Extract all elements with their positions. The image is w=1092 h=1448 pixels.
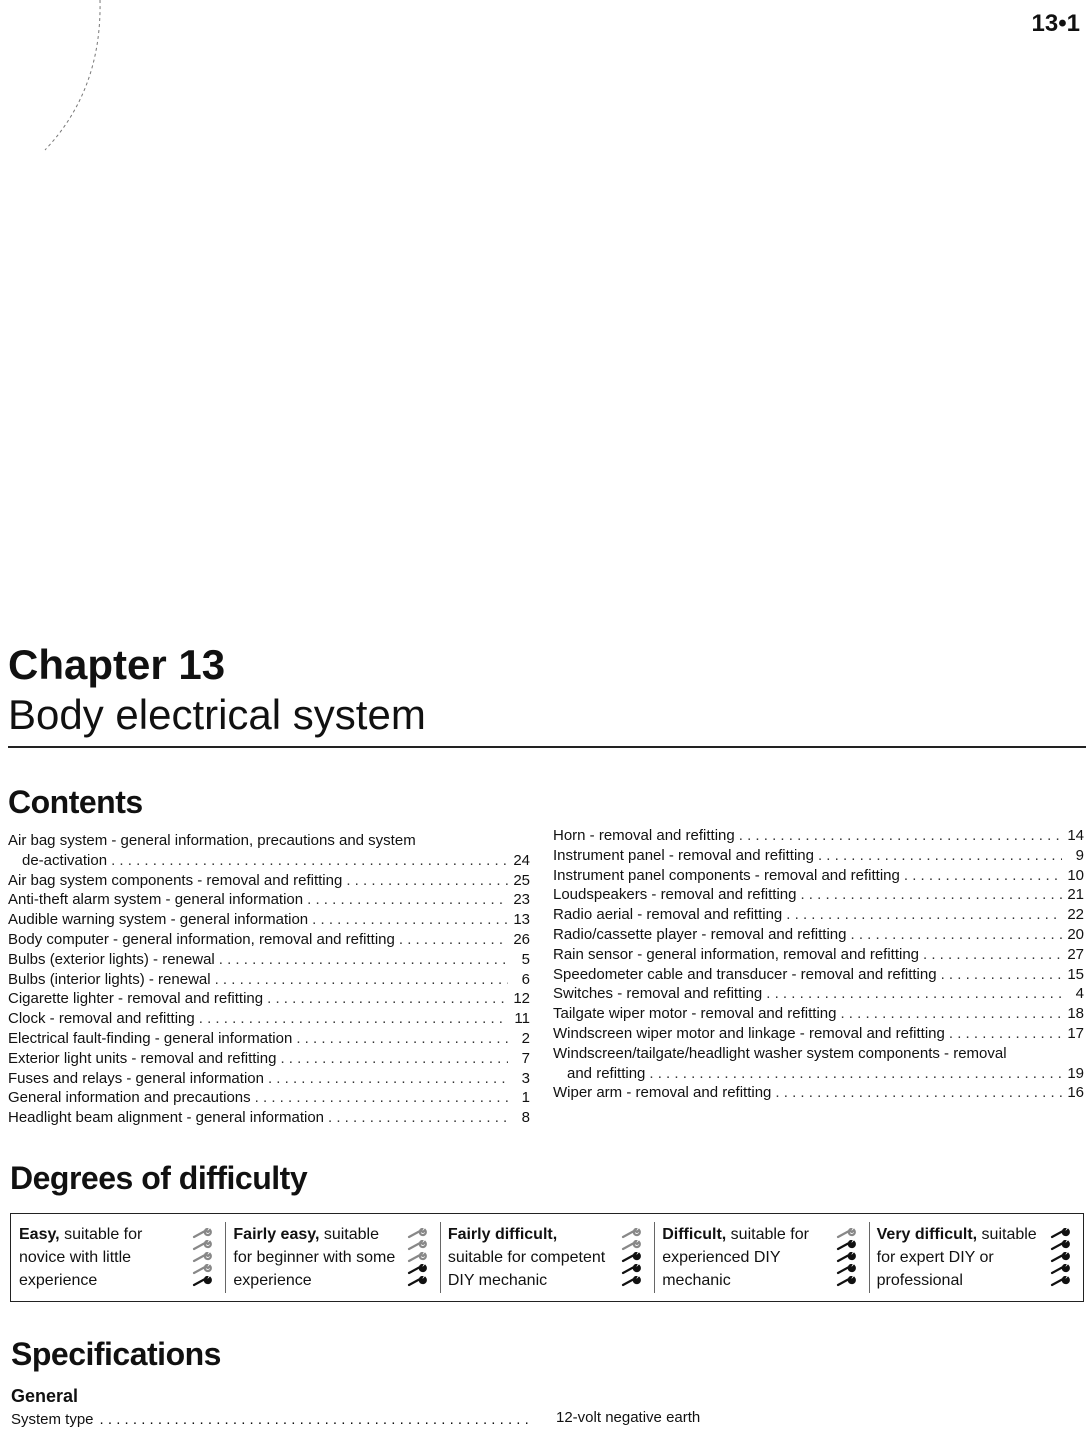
difficulty-wrench-rating bbox=[1045, 1222, 1079, 1294]
difficulty-detail: suitable for experienced DIY mechanic bbox=[662, 1226, 809, 1289]
contents-entry-title: General information and precautions bbox=[8, 1089, 251, 1107]
contents-entry bbox=[553, 866, 1084, 886]
contents-entry-title: Switches - removal and refitting bbox=[553, 985, 763, 1003]
wrench-icon bbox=[406, 1240, 432, 1252]
contents-entry-title: Speedometer cable and transducer - removal and refitting bbox=[553, 965, 937, 983]
contents-entry bbox=[8, 989, 530, 1009]
contents-entry-title: Body computer - general information, removal and refitting bbox=[8, 930, 395, 948]
contents-entry bbox=[8, 930, 530, 950]
wrench-icon bbox=[835, 1276, 861, 1288]
contents-entry-number: 25 bbox=[513, 871, 530, 889]
spec-row bbox=[11, 1411, 531, 1428]
dot-leader bbox=[94, 1411, 531, 1428]
wrench-icon bbox=[835, 1228, 861, 1240]
contents-entry-number: 23 bbox=[513, 891, 530, 909]
dot-leader bbox=[923, 945, 1062, 965]
difficulty-wrench-rating bbox=[831, 1222, 865, 1294]
dot-leader bbox=[219, 950, 508, 970]
contents-entry-number: 8 bbox=[521, 1109, 530, 1127]
contents-entry-number: 16 bbox=[1067, 1084, 1084, 1102]
difficulty-label: Fairly easy, bbox=[233, 1226, 320, 1243]
wrench-icon bbox=[620, 1240, 646, 1252]
contents-entry-title: Windscreen/tailgate/headlight washer system components - removal bbox=[553, 1044, 1007, 1062]
contents-entry-number: 18 bbox=[1067, 1005, 1084, 1023]
contents-entry-number: 15 bbox=[1067, 965, 1084, 983]
chapter-title: Chapter 13 bbox=[8, 641, 226, 688]
contents-entry-title: Headlight beam alignment - general information bbox=[8, 1109, 325, 1127]
contents-entry bbox=[553, 905, 1084, 925]
dot-leader bbox=[739, 826, 1062, 846]
contents-entry-number: 3 bbox=[521, 1069, 530, 1087]
contents-entry-number: 24 bbox=[513, 851, 530, 869]
contents-entry-title: Air bag system components - removal and refitting bbox=[8, 871, 343, 889]
decorative-curve bbox=[40, 0, 110, 160]
chapter-heading bbox=[8, 640, 426, 740]
dot-leader bbox=[111, 851, 508, 871]
wrench-icon bbox=[191, 1252, 217, 1264]
spec-value: 12-volt negative earth bbox=[556, 1409, 701, 1426]
dot-leader bbox=[786, 905, 1062, 925]
contents-entry-title: Instrument panel components - removal and refitting bbox=[553, 866, 900, 884]
contents-entry-title: Electrical fault-finding - general information bbox=[8, 1029, 293, 1047]
difficulty-description bbox=[662, 1223, 830, 1292]
contents-right-column bbox=[553, 826, 1084, 1103]
dot-leader bbox=[649, 1064, 1062, 1084]
contents-entry-number: 7 bbox=[521, 1049, 530, 1067]
spec-label: System type bbox=[11, 1411, 94, 1428]
difficulty-wrench-rating bbox=[187, 1222, 221, 1294]
contents-entry-title: Wiper arm - removal and refitting bbox=[553, 1084, 772, 1102]
wrench-icon bbox=[191, 1228, 217, 1240]
wrench-icon bbox=[1049, 1228, 1075, 1240]
contents-entry-title: Bulbs (exterior lights) - renewal bbox=[8, 950, 215, 968]
contents-left-column bbox=[8, 831, 530, 1128]
difficulty-detail: suitable for novice with little experience bbox=[19, 1226, 143, 1289]
contents-entry-title: Tailgate wiper motor - removal and refitting bbox=[553, 1005, 837, 1023]
difficulty-label: Easy, bbox=[19, 1226, 60, 1243]
dot-leader bbox=[766, 984, 1062, 1004]
wrench-icon bbox=[620, 1264, 646, 1276]
contents-entry bbox=[553, 1004, 1084, 1024]
contents-entry-number: 26 bbox=[513, 930, 530, 948]
difficulty-label: Difficult, bbox=[662, 1226, 727, 1243]
contents-entry-title: Fuses and relays - general information bbox=[8, 1069, 264, 1087]
specifications-general-heading: General bbox=[11, 1386, 79, 1406]
chapter-subtitle: Body electrical system bbox=[8, 691, 426, 738]
contents-entry bbox=[553, 885, 1084, 905]
wrench-icon bbox=[1049, 1276, 1075, 1288]
contents-entry-title: Radio aerial - removal and refitting bbox=[553, 906, 783, 924]
difficulty-detail: suitable for competent DIY mechanic bbox=[447, 1249, 606, 1289]
contents-entry-title: Radio/cassette player - removal and refitting bbox=[553, 925, 847, 943]
contents-entry-number: 13 bbox=[513, 911, 530, 929]
contents-entry-title: Clock - removal and refitting bbox=[8, 1010, 195, 1028]
contents-entry-number: 4 bbox=[1075, 985, 1084, 1003]
contents-entry-title-cont: and refitting bbox=[567, 1064, 646, 1082]
dot-leader bbox=[818, 846, 1062, 866]
contents-entry-number: 20 bbox=[1067, 925, 1084, 943]
dot-leader bbox=[267, 989, 508, 1009]
page-number: 13•1 bbox=[1031, 10, 1080, 37]
wrench-icon bbox=[1049, 1252, 1075, 1264]
wrench-icon bbox=[620, 1252, 646, 1264]
dot-leader bbox=[840, 1004, 1062, 1024]
difficulty-description bbox=[19, 1223, 187, 1292]
contents-entry bbox=[8, 890, 530, 910]
contents-entry-title: Exterior light units - removal and refitting bbox=[8, 1049, 277, 1067]
contents-entry bbox=[8, 871, 530, 891]
contents-entry-title: Bulbs (interior lights) - renewal bbox=[8, 970, 211, 988]
wrench-icon bbox=[835, 1240, 861, 1252]
contents-entry bbox=[553, 826, 1084, 846]
chapter-rule bbox=[8, 746, 1086, 748]
difficulty-description bbox=[233, 1223, 401, 1292]
contents-heading: Contents bbox=[8, 784, 143, 820]
dot-leader bbox=[904, 866, 1062, 886]
contents-entry bbox=[553, 846, 1084, 866]
contents-entry-number: 19 bbox=[1067, 1064, 1084, 1082]
difficulty-level bbox=[225, 1214, 439, 1301]
dot-leader bbox=[296, 1029, 508, 1049]
contents-entry bbox=[8, 1029, 530, 1049]
difficulty-detail: suitable for expert DIY or professional bbox=[876, 1226, 1037, 1289]
contents-entry bbox=[8, 1009, 530, 1029]
contents-entry bbox=[553, 945, 1084, 965]
difficulty-label: Very difficult, bbox=[876, 1226, 978, 1243]
contents-entry bbox=[8, 1049, 530, 1069]
dot-leader bbox=[215, 970, 508, 990]
dot-leader bbox=[199, 1009, 508, 1029]
dot-leader bbox=[399, 930, 508, 950]
dot-leader bbox=[307, 890, 508, 910]
contents-entry-title: Cigarette lighter - removal and refitting bbox=[8, 990, 264, 1008]
contents-entry bbox=[8, 910, 530, 930]
contents-entry-number: 5 bbox=[521, 950, 530, 968]
contents-entry-number: 10 bbox=[1067, 866, 1084, 884]
contents-entry bbox=[553, 1024, 1084, 1044]
contents-entry-title: Instrument panel - removal and refitting bbox=[553, 846, 814, 864]
contents-entry-number: 21 bbox=[1067, 886, 1084, 904]
contents-entry-number: 22 bbox=[1067, 906, 1084, 924]
difficulty-label: Fairly difficult, bbox=[447, 1226, 558, 1243]
contents-entry-title: Loudspeakers - removal and refitting bbox=[553, 886, 797, 904]
difficulty-wrench-rating bbox=[616, 1222, 650, 1294]
contents-entry-title: Air bag system - general information, precautions and system bbox=[8, 832, 416, 849]
wrench-icon bbox=[620, 1228, 646, 1240]
dot-leader bbox=[850, 925, 1062, 945]
wrench-icon bbox=[835, 1264, 861, 1276]
contents-entry bbox=[8, 950, 530, 970]
contents-entry-number: 11 bbox=[514, 1010, 530, 1028]
specifications-heading: Specifications bbox=[11, 1336, 221, 1372]
dot-leader bbox=[941, 965, 1062, 985]
difficulty-description bbox=[448, 1223, 616, 1292]
dot-leader bbox=[775, 1083, 1062, 1103]
difficulty-level bbox=[654, 1214, 868, 1301]
dot-leader bbox=[328, 1108, 508, 1128]
dot-leader bbox=[800, 885, 1062, 905]
difficulty-level bbox=[11, 1214, 225, 1301]
contents-entry bbox=[553, 925, 1084, 945]
contents-entry-title: Rain sensor - general information, removal and refitting bbox=[553, 945, 920, 963]
contents-entry-number: 12 bbox=[513, 990, 530, 1008]
difficulty-level bbox=[869, 1214, 1083, 1301]
contents-entry-number: 1 bbox=[521, 1089, 530, 1107]
difficulty-wrench-rating bbox=[402, 1222, 436, 1294]
contents-entry bbox=[8, 1108, 530, 1128]
dot-leader bbox=[255, 1088, 508, 1108]
wrench-icon bbox=[1049, 1240, 1075, 1252]
contents-entry-number: 6 bbox=[521, 970, 530, 988]
difficulty-table bbox=[10, 1213, 1084, 1302]
wrench-icon bbox=[406, 1228, 432, 1240]
contents-entry-title-cont: de-activation bbox=[22, 851, 108, 869]
contents-entry-number: 9 bbox=[1075, 846, 1084, 864]
contents-entry-number: 27 bbox=[1067, 945, 1084, 963]
difficulty-description bbox=[877, 1223, 1045, 1292]
contents-entry bbox=[8, 970, 530, 990]
difficulty-detail: suitable for beginner with some experience bbox=[233, 1226, 396, 1289]
contents-entry bbox=[553, 1083, 1084, 1103]
contents-entry bbox=[553, 984, 1084, 1004]
wrench-icon bbox=[406, 1252, 432, 1264]
wrench-icon bbox=[406, 1264, 432, 1276]
contents-entry-title: Anti-theft alarm system - general information bbox=[8, 891, 304, 909]
dot-leader bbox=[280, 1049, 508, 1069]
contents-entry bbox=[8, 1069, 530, 1089]
wrench-icon bbox=[191, 1264, 217, 1276]
wrench-icon bbox=[1049, 1264, 1075, 1276]
wrench-icon bbox=[620, 1276, 646, 1288]
dot-leader bbox=[268, 1069, 508, 1089]
contents-entry-title: Audible warning system - general information bbox=[8, 911, 309, 929]
contents-entry bbox=[8, 1088, 530, 1108]
dot-leader bbox=[949, 1024, 1062, 1044]
difficulty-heading: Degrees of difficulty bbox=[10, 1160, 308, 1196]
contents-entry-title: Horn - removal and refitting bbox=[553, 827, 735, 844]
contents-entry bbox=[553, 1064, 1084, 1084]
wrench-icon bbox=[191, 1240, 217, 1252]
wrench-icon bbox=[835, 1252, 861, 1264]
contents-entry bbox=[553, 965, 1084, 985]
contents-entry-number: 17 bbox=[1067, 1024, 1084, 1042]
contents-entry bbox=[8, 851, 530, 871]
contents-entry-number: 2 bbox=[521, 1029, 530, 1047]
contents-entry-title: Windscreen wiper motor and linkage - removal and refitting bbox=[553, 1024, 945, 1042]
wrench-icon bbox=[191, 1276, 217, 1288]
dot-leader bbox=[312, 910, 508, 930]
dot-leader bbox=[346, 871, 508, 891]
difficulty-level bbox=[440, 1214, 654, 1301]
wrench-icon bbox=[406, 1276, 432, 1288]
contents-entry-number: 14 bbox=[1067, 827, 1084, 844]
